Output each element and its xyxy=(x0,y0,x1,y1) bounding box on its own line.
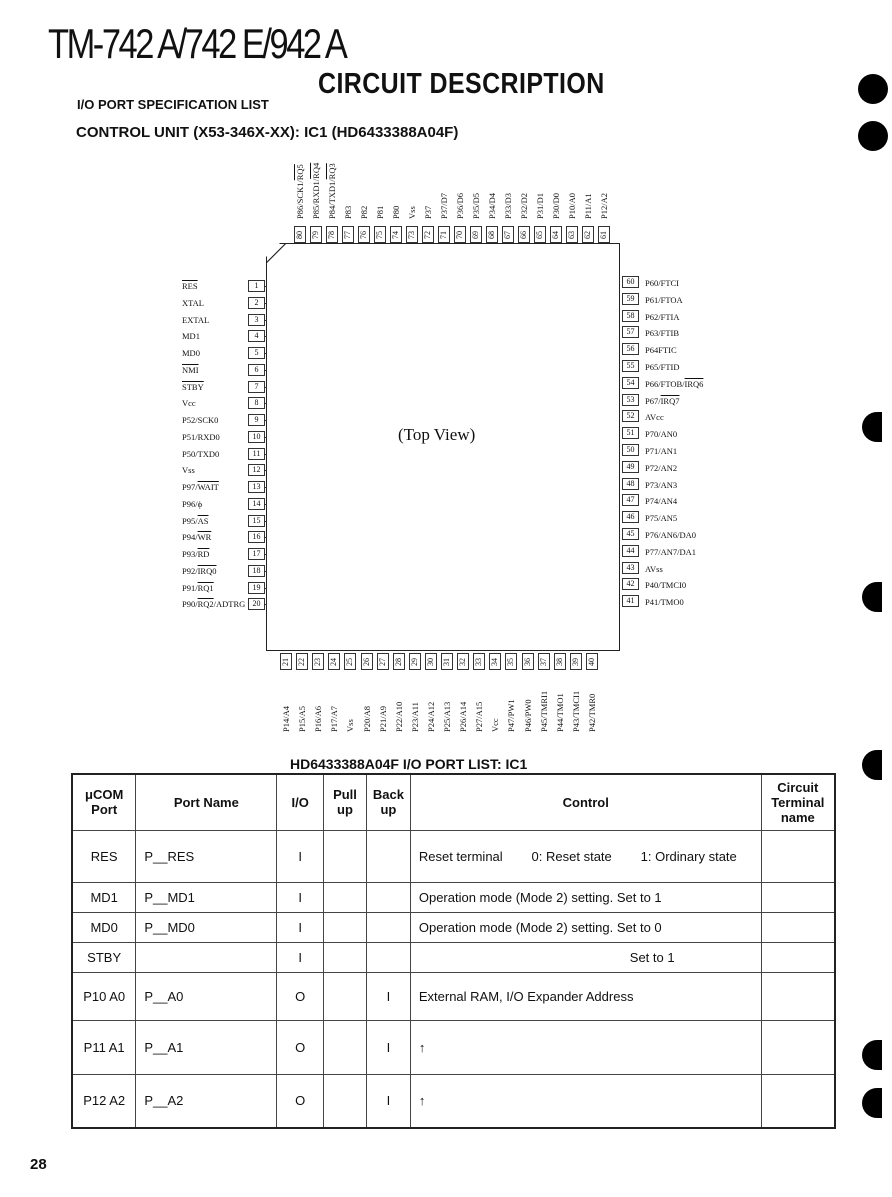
pin-number: 26 xyxy=(361,653,373,670)
circuit-terminal-header: Circuit Terminal name xyxy=(761,774,835,830)
control-cell: Operation mode (Mode 2) setting. Set to 1 xyxy=(410,882,761,912)
pin-label: P85/RXD1/RQ4 xyxy=(311,162,321,219)
pin-number: 9 xyxy=(248,414,265,426)
pin-number: 2 xyxy=(248,297,265,309)
pin-number: 39 xyxy=(570,653,582,670)
pin-number: 8 xyxy=(248,397,265,409)
pin-number: 72 xyxy=(422,226,434,243)
pin-number: 76 xyxy=(358,226,370,243)
pin-label: Vcc xyxy=(490,718,501,732)
pin-label: P44/TMO1 xyxy=(554,693,565,732)
pin-lead xyxy=(265,588,267,589)
pin-lead xyxy=(265,286,267,287)
pin-number: 44 xyxy=(622,545,639,557)
pin-label: P70/AN0 xyxy=(645,429,678,440)
pin-number: 65 xyxy=(534,226,546,243)
ucom-port-header: μCOM Port xyxy=(72,774,136,830)
pin-number: 36 xyxy=(522,653,534,670)
pin-label: P86/SCK1/RQ5 xyxy=(295,164,305,219)
section-title: CIRCUIT DESCRIPTION xyxy=(318,68,605,100)
pin-label: $P94/\overline{WR}$ xyxy=(182,532,212,543)
pin-number: 19 xyxy=(248,582,265,594)
pin-number: 28 xyxy=(393,653,405,670)
pin-number: 21 xyxy=(280,653,292,670)
pin-lead xyxy=(265,420,267,421)
pin-label: P92/IRQ0 xyxy=(182,565,217,576)
pin-label: P10/A0 xyxy=(567,193,577,219)
port-name-cell: P__A1 xyxy=(136,1020,277,1074)
circuit-terminal-cell xyxy=(761,942,835,972)
pin-number: 67 xyxy=(502,226,514,243)
ucom-port-cell: P11 A1 xyxy=(72,1020,136,1074)
pin-lead xyxy=(265,370,267,371)
pin-number: 70 xyxy=(454,226,466,243)
pin-label: P35/D5 xyxy=(471,193,481,219)
pin-label: P52/SCK0 xyxy=(182,415,219,425)
pin-lead xyxy=(265,504,267,505)
pin-lead xyxy=(265,320,267,321)
pin-label: P71/AN1 xyxy=(645,446,678,456)
pin-label: P66/FTOB/IRQ6 xyxy=(645,378,704,389)
pin-number: 48 xyxy=(622,478,639,490)
table-header-row xyxy=(72,774,835,830)
pin-number: 40 xyxy=(586,653,598,670)
pin-number: 7 xyxy=(248,381,265,393)
pin-label: $\overline{NMI}$ xyxy=(182,364,199,375)
pin-label: P40/TMCI0 xyxy=(645,580,687,591)
pin-label: P74/AN4 xyxy=(645,496,678,507)
pull-up-cell xyxy=(324,882,367,912)
pin-number: 14 xyxy=(248,498,265,510)
pin-number: 47 xyxy=(622,494,639,506)
pin-number: 12 xyxy=(248,464,265,476)
port-name-cell: P__A0 xyxy=(136,972,277,1020)
pin-number: 71 xyxy=(438,226,450,243)
pin-number: 6 xyxy=(248,364,265,376)
pull-up-cell xyxy=(324,912,367,942)
pin-label: P50/TXD0 xyxy=(182,448,220,459)
pin-number: 33 xyxy=(473,653,485,670)
pin-number: 73 xyxy=(406,226,418,243)
pin-number: 13 xyxy=(248,481,265,493)
io-cell: I xyxy=(277,912,324,942)
control-unit-line: CONTROL UNIT (X53-346X-XX): IC1 (HD6433388A04F) xyxy=(76,124,459,141)
pin-label: P43/TMCI1 xyxy=(570,690,581,732)
pin-number: 37 xyxy=(538,653,550,670)
pin-number: 32 xyxy=(457,653,469,670)
pin-label: P23/A11 xyxy=(409,702,420,732)
port-name-cell: P__RES xyxy=(136,830,277,882)
pin-label: P77/AN7/DA1 xyxy=(645,546,697,557)
pin-lead xyxy=(265,537,267,538)
pin-number: 61 xyxy=(598,226,610,243)
pin-number: 5 xyxy=(248,347,265,359)
control-cell: Set to 1 xyxy=(410,942,761,972)
pin-number: 60 xyxy=(622,276,639,288)
pin-number: 4 xyxy=(248,330,265,342)
pin-label: P46/PW0 xyxy=(522,699,533,732)
ucom-port-cell: MD0 xyxy=(72,912,136,942)
pin-label: P30/D0 xyxy=(551,193,561,219)
pin-label: P65/FTID xyxy=(645,362,680,372)
pin-number: 1 xyxy=(248,280,265,292)
pin-number: 56 xyxy=(622,343,639,355)
pin-number: 53 xyxy=(622,394,639,406)
pull-up-cell xyxy=(324,942,367,972)
pin-number: 50 xyxy=(622,444,639,456)
pin-label: Vcc xyxy=(182,398,196,409)
pin-lead xyxy=(265,521,267,522)
back-up-cell xyxy=(366,830,410,882)
pin-number: 29 xyxy=(409,653,421,670)
port-name-cell xyxy=(136,942,277,972)
pin-lead xyxy=(265,387,267,388)
pin-label: P24/A12 xyxy=(425,701,436,732)
pin-label: P11/A1 xyxy=(583,193,593,219)
pin-number: 75 xyxy=(374,226,386,243)
punch-hole xyxy=(862,1040,882,1070)
io-cell: O xyxy=(277,972,324,1020)
pin-label: AVcc xyxy=(645,412,664,423)
pin-label: P27/A15 xyxy=(474,701,485,732)
pin-number: 24 xyxy=(328,653,340,670)
pin-label: MD1 xyxy=(182,331,200,342)
pin-label: P64FTIC xyxy=(645,345,677,356)
io-cell: I xyxy=(277,942,324,972)
pin-label: P17/A7 xyxy=(329,706,340,732)
pin-label: P83 xyxy=(343,205,353,219)
pin-label: P81 xyxy=(375,205,385,219)
pin-lead xyxy=(265,604,267,605)
pull-up-cell xyxy=(324,972,367,1020)
pin-label: P31/D1 xyxy=(535,193,545,219)
circuit-terminal-cell xyxy=(761,912,835,942)
table-row xyxy=(72,912,835,942)
pin-number: 42 xyxy=(622,578,639,590)
pin-lead xyxy=(265,487,267,488)
io-cell: I xyxy=(277,830,324,882)
pin-lead xyxy=(265,336,267,337)
pin-number: 57 xyxy=(622,326,639,338)
top-view-label: (Top View) xyxy=(398,425,476,444)
back-up-cell: I xyxy=(366,1020,410,1074)
port-list-table xyxy=(71,773,836,1129)
pin-number: 64 xyxy=(550,226,562,243)
pin-number: 49 xyxy=(622,461,639,473)
pin-label: Vss xyxy=(407,206,417,219)
pin-label: P76/AN6/DA0 xyxy=(645,530,697,540)
back-up-cell: I xyxy=(366,1074,410,1128)
pull-up-header: Pull up xyxy=(324,774,367,830)
port-name-cell: P__MD0 xyxy=(136,912,277,942)
pin-number: 78 xyxy=(326,226,338,243)
table-row xyxy=(72,882,835,912)
pin-label: P21/A9 xyxy=(377,706,388,732)
ucom-port-cell: P10 A0 xyxy=(72,972,136,1020)
table-row xyxy=(72,972,835,1020)
pull-up-cell xyxy=(324,1020,367,1074)
pin-number: 58 xyxy=(622,310,639,322)
pin-number: 43 xyxy=(622,562,639,574)
pin-lead xyxy=(265,454,267,455)
pin-label: P61/FTOA xyxy=(645,294,683,305)
pin-label: P97/WAIT xyxy=(182,482,219,492)
list-subtitle: I/O PORT SPECIFICATION LIST xyxy=(77,97,269,112)
pin-label: P41/TMO0 xyxy=(645,597,684,608)
pin-label: $P95/\overline{AS}$ xyxy=(182,515,209,526)
pin-label: P75/AN5 xyxy=(645,513,678,524)
pin-label: EXTAL xyxy=(182,314,210,325)
punch-hole xyxy=(862,1088,882,1118)
ic-body xyxy=(266,243,620,651)
pin-label: $P93/\overline{RD}$ xyxy=(182,549,210,559)
pin-label: P62/FTIA xyxy=(645,311,680,322)
pin-label: P51/RXD0 xyxy=(182,431,220,442)
model-title: TM-742 A/742 E/942 A xyxy=(48,20,346,67)
pin-lead xyxy=(265,470,267,471)
pin-label: P91/RQ1 xyxy=(182,582,214,593)
pin-number: 20 xyxy=(248,598,265,610)
control-cell: ↑ xyxy=(410,1074,761,1128)
pin-number: 31 xyxy=(441,653,453,670)
pin-label: P80 xyxy=(391,205,401,219)
pin-number: 45 xyxy=(622,528,639,540)
pin-label: P20/A8 xyxy=(361,706,372,732)
pin-number: 79 xyxy=(310,226,322,243)
control-cell: Operation mode (Mode 2) setting. Set to 0 xyxy=(410,912,761,942)
pin-label: P73/AN3 xyxy=(645,479,678,490)
port-name-header: Port Name xyxy=(136,774,277,830)
pull-up-cell xyxy=(324,1074,367,1128)
pin-number: 22 xyxy=(296,653,308,670)
pin-number: 62 xyxy=(582,226,594,243)
pin-label: P96/ϕ xyxy=(182,498,203,509)
pin-number: 80 xyxy=(294,226,306,243)
pin-label: Vss xyxy=(345,719,356,732)
pin-label: P36/D6 xyxy=(455,193,465,219)
pin-number: 10 xyxy=(248,431,265,443)
pin1-notch xyxy=(266,243,286,263)
pin-number: 15 xyxy=(248,515,265,527)
pin-label: P25/A13 xyxy=(442,701,452,732)
io-cell: I xyxy=(277,882,324,912)
pin-number: 3 xyxy=(248,314,265,326)
pin-label: P26/A14 xyxy=(458,701,469,732)
pin-label: Vss xyxy=(182,465,195,476)
table-row xyxy=(72,942,835,972)
pin-number: 27 xyxy=(377,653,389,670)
pin-number: 11 xyxy=(248,448,265,460)
table-row xyxy=(72,1074,835,1128)
pin-label: P60/FTCI xyxy=(645,278,680,288)
circuit-terminal-cell xyxy=(761,1074,835,1128)
pin-label: AVss xyxy=(645,563,663,574)
pin-label: P82 xyxy=(359,205,369,219)
control-header: Control xyxy=(410,774,761,830)
pin-lead xyxy=(265,303,267,304)
pin-number: 52 xyxy=(622,410,639,422)
pin-number: 59 xyxy=(622,293,639,305)
io-cell: O xyxy=(277,1074,324,1128)
table-row xyxy=(72,1020,835,1074)
pin-number: 38 xyxy=(554,653,566,670)
pin-number: 23 xyxy=(312,653,324,670)
pin-number: 30 xyxy=(425,653,437,670)
pin-label: P47/PW1 xyxy=(506,699,517,732)
pin-number: 74 xyxy=(390,226,402,243)
pin-label: P37/D7 xyxy=(439,193,449,219)
pin-label: P42/TMR0 xyxy=(586,693,597,732)
pin-number: 55 xyxy=(622,360,639,372)
pin-label: P33/D3 xyxy=(503,193,513,219)
io-header: I/O xyxy=(277,774,324,830)
circuit-terminal-cell xyxy=(761,972,835,1020)
pin-label: P32/D2 xyxy=(519,193,529,219)
circuit-terminal-cell xyxy=(761,882,835,912)
circuit-terminal-cell xyxy=(761,1020,835,1074)
pin-label: P67/IRQ7 xyxy=(645,395,680,406)
pin-number: 63 xyxy=(566,226,578,243)
control-cell: External RAM, I/O Expander Address xyxy=(410,972,761,1020)
circuit-terminal-cell xyxy=(761,830,835,882)
ucom-port-cell: MD1 xyxy=(72,882,136,912)
pin-number: 35 xyxy=(505,653,517,670)
pin-lead xyxy=(265,554,267,555)
pin-number: 46 xyxy=(622,511,639,523)
pin-number: 51 xyxy=(622,427,639,439)
pin-lead xyxy=(265,571,267,572)
pin-number: 34 xyxy=(489,653,501,670)
port-name-cell: P__A2 xyxy=(136,1074,277,1128)
ucom-port-cell: RES xyxy=(72,830,136,882)
pin-label: XTAL xyxy=(182,297,204,308)
back-up-cell xyxy=(366,882,410,912)
back-up-cell: I xyxy=(366,972,410,1020)
pin-number: 17 xyxy=(248,548,265,560)
io-cell: O xyxy=(277,1020,324,1074)
pin-label: P37 xyxy=(423,205,433,219)
pin-number: 41 xyxy=(622,595,639,607)
pin-number: 25 xyxy=(344,653,356,670)
pin-label: P14/A4 xyxy=(281,706,291,732)
pin-lead xyxy=(265,437,267,438)
pin-number: 54 xyxy=(622,377,639,389)
pin-label: P63/FTIB xyxy=(645,328,680,339)
ucom-port-cell: STBY xyxy=(72,942,136,972)
back-up-cell xyxy=(366,942,410,972)
back-up-header: Back up xyxy=(366,774,410,830)
pin-label: P12/A2 xyxy=(599,193,609,219)
pin-label: P90/RQ2/ADTRG xyxy=(182,599,246,610)
pin-label: P34/D4 xyxy=(487,193,497,219)
pin-number: 68 xyxy=(486,226,498,243)
pin-label: MD0 xyxy=(182,348,200,358)
pin-number: 66 xyxy=(518,226,530,243)
pin-label: $\overline{RES}$ xyxy=(182,281,198,291)
port-list-title: HD6433388A04F I/O PORT LIST: IC1 xyxy=(290,756,528,772)
pin-number: 18 xyxy=(248,565,265,577)
pin-label: P16/A6 xyxy=(313,706,324,732)
pin-label: STBY xyxy=(182,381,204,392)
pin-label: P15/A5 xyxy=(297,706,308,732)
control-cell: ↑ xyxy=(410,1020,761,1074)
pin-lead xyxy=(265,353,267,354)
port-name-cell: P__MD1 xyxy=(136,882,277,912)
pin-label: P45/TMRI1 xyxy=(538,690,549,732)
pin-lead xyxy=(265,403,267,404)
pull-up-cell xyxy=(324,830,367,882)
pin-number: 77 xyxy=(342,226,354,243)
pin-label: P22/A10 xyxy=(393,701,404,732)
table-row xyxy=(72,830,835,882)
back-up-cell xyxy=(366,912,410,942)
control-cell: Reset terminal 0: Reset state 1: Ordinary state xyxy=(410,830,761,882)
pin-label: P84/TXD1/RQ3 xyxy=(327,163,337,219)
pin-number: 69 xyxy=(470,226,482,243)
page-number: 28 xyxy=(30,1156,47,1173)
ucom-port-cell: P12 A2 xyxy=(72,1074,136,1128)
pin-number: 16 xyxy=(248,531,265,543)
pin-label: P72/AN2 xyxy=(645,462,678,473)
